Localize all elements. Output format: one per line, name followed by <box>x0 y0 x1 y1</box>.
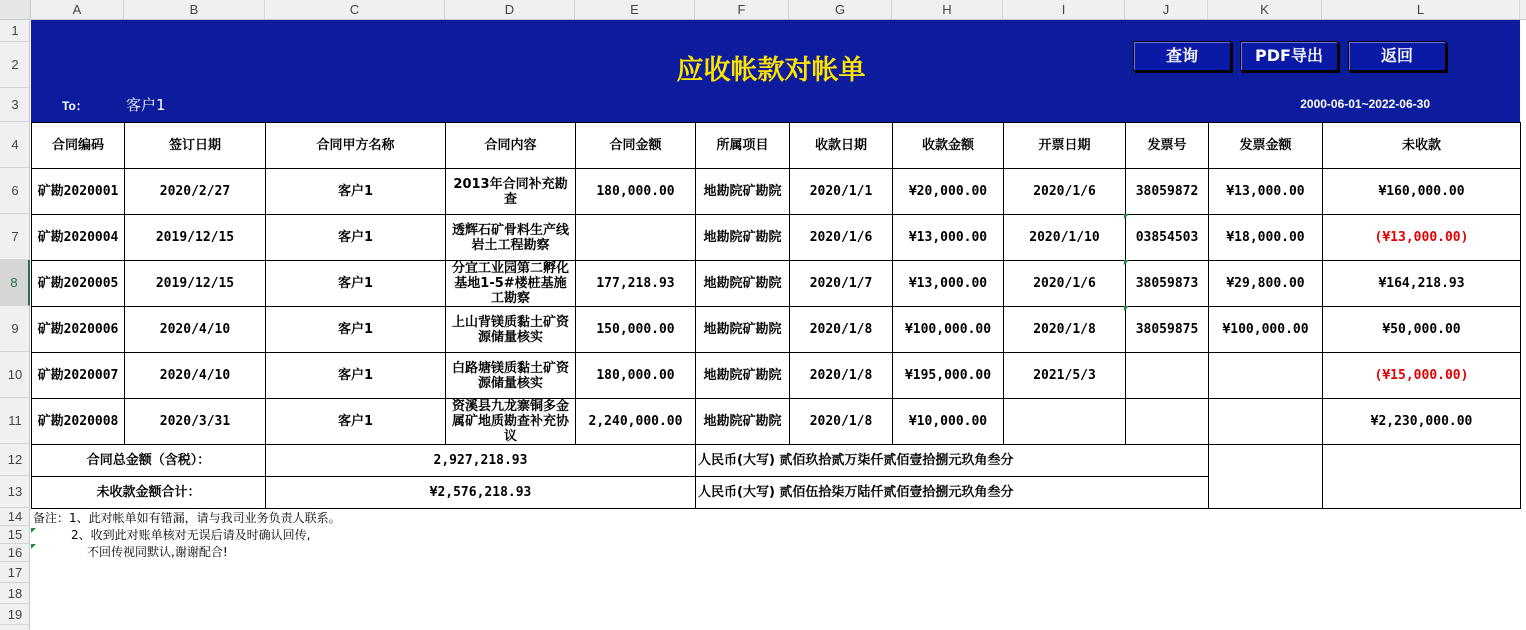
row-header-16[interactable]: 16 <box>0 544 30 562</box>
row-header-13[interactable]: 13 <box>0 476 30 508</box>
table-cell[interactable]: ¥164,218.93 <box>1323 261 1521 307</box>
table-cell[interactable]: 2020/1/6 <box>1004 261 1126 307</box>
table-cell[interactable] <box>1209 399 1323 445</box>
header-cell[interactable]: 收款金额 <box>893 123 1004 169</box>
select-all-corner[interactable] <box>0 0 31 19</box>
to-label: To： <box>62 99 88 113</box>
table-cell[interactable]: 地勘院矿勘院 <box>696 169 790 215</box>
customer-name: 客户1 <box>126 96 166 114</box>
row-header-7[interactable]: 7 <box>0 214 30 260</box>
row-header-19[interactable]: 19 <box>0 604 30 625</box>
table-cell[interactable]: ¥100,000.00 <box>893 307 1004 353</box>
table-cell[interactable] <box>1126 353 1209 399</box>
table-cell[interactable]: 2020/1/6 <box>1004 169 1126 215</box>
column-header-k[interactable]: K <box>1208 0 1322 19</box>
table-cell[interactable]: 白路塘镁质黏土矿资源储量核实 <box>446 353 576 399</box>
table-cell[interactable]: 2019/12/15 <box>125 261 266 307</box>
column-header-d[interactable]: D <box>445 0 575 19</box>
row-header-3[interactable]: 3 <box>0 88 30 122</box>
row-header-4[interactable]: 4 <box>0 122 30 168</box>
table-cell[interactable]: 38059872 <box>1126 169 1209 215</box>
contract-total-row <box>32 445 1521 477</box>
column-header-j[interactable]: J <box>1125 0 1208 19</box>
header-cell[interactable]: 合同内容 <box>446 123 576 169</box>
empty-cell[interactable] <box>1323 445 1521 509</box>
column-header-a[interactable]: A <box>31 0 124 19</box>
row-header-18[interactable]: 18 <box>0 583 30 604</box>
table-cell[interactable]: 2020/1/8 <box>1004 307 1126 353</box>
unpaid-total-value[interactable]: ¥2,576,218.93 <box>266 477 696 509</box>
table-cell[interactable]: 矿勘2020005 <box>32 261 125 307</box>
table-cell[interactable]: 2020/1/8 <box>790 353 893 399</box>
unpaid-total-label[interactable]: 未收款金额合计： <box>32 477 266 509</box>
row-header-17[interactable]: 17 <box>0 562 30 583</box>
column-header-bar <box>0 0 1526 20</box>
table-cell[interactable]: 2020/1/1 <box>790 169 893 215</box>
header-cell[interactable]: 所属项目 <box>696 123 790 169</box>
header-cell[interactable]: 合同金额 <box>576 123 696 169</box>
table-header-row <box>32 123 1521 169</box>
column-header-e[interactable]: E <box>575 0 695 19</box>
table-cell[interactable]: 2020/3/31 <box>125 399 266 445</box>
table-cell[interactable]: 2020/1/8 <box>790 307 893 353</box>
table-cell-negative[interactable]: (¥13,000.00) <box>1323 215 1521 261</box>
table-cell[interactable]: 2020/1/8 <box>790 399 893 445</box>
table-cell[interactable]: ¥195,000.00 <box>893 353 1004 399</box>
table-row <box>32 215 1521 261</box>
table-cell[interactable]: 03854503 <box>1126 215 1209 261</box>
table-cell[interactable]: 矿勘2020006 <box>32 307 125 353</box>
table-cell[interactable] <box>1209 353 1323 399</box>
table-cell[interactable]: ¥13,000.00 <box>893 261 1004 307</box>
table-cell[interactable]: ¥160,000.00 <box>1323 169 1521 215</box>
table-row <box>32 169 1521 215</box>
row-header-10[interactable]: 10 <box>0 352 30 398</box>
table-cell[interactable]: 2013年合同补充勘查 <box>446 169 576 215</box>
table-cell[interactable]: 38059875 <box>1126 307 1209 353</box>
row-header-11[interactable]: 11 <box>0 398 30 444</box>
header-cell[interactable]: 开票日期 <box>1004 123 1126 169</box>
table-cell[interactable]: 2020/1/7 <box>790 261 893 307</box>
column-header-b[interactable]: B <box>124 0 265 19</box>
table-cell[interactable]: ¥13,000.00 <box>1209 169 1323 215</box>
table-cell[interactable]: 2020/2/27 <box>125 169 266 215</box>
column-header-i[interactable]: I <box>1003 0 1125 19</box>
row-header-14[interactable]: 14 <box>0 508 30 526</box>
table-cell[interactable]: 2020/1/6 <box>790 215 893 261</box>
table-cell[interactable]: 2,240,000.00 <box>576 399 696 445</box>
table-cell[interactable]: 矿勘2020004 <box>32 215 125 261</box>
table-cell[interactable]: 150,000.00 <box>576 307 696 353</box>
table-cell[interactable]: 2020/4/10 <box>125 307 266 353</box>
column-header-l[interactable]: L <box>1322 0 1520 19</box>
column-header-c[interactable]: C <box>265 0 445 19</box>
unpaid-total-words[interactable]: 人民币(大写) 贰佰伍拾柒万陆仟贰佰壹拾捌元玖角叁分 <box>696 477 1209 509</box>
row-header-6[interactable]: 6 <box>0 168 30 214</box>
table-cell[interactable]: 2020/4/10 <box>125 353 266 399</box>
table-cell[interactable]: 客户1 <box>266 215 446 261</box>
statement-table <box>31 122 1521 509</box>
row-header-9[interactable]: 9 <box>0 306 30 352</box>
table-cell[interactable] <box>576 215 696 261</box>
pdf-export-button[interactable]: PDF导出 <box>1240 41 1338 71</box>
row-header-1[interactable]: 1 <box>0 20 30 42</box>
contract-total-words[interactable]: 人民币(大写) 贰佰玖拾贰万柒仟贰佰壹拾捌元玖角叁分 <box>696 445 1209 477</box>
back-button[interactable]: 返回 <box>1348 41 1446 71</box>
row-header-2[interactable]: 2 <box>0 42 30 88</box>
page-title: 应收帐款对帐单 <box>676 55 866 86</box>
table-cell[interactable]: 客户1 <box>266 307 446 353</box>
row-header-12[interactable]: 12 <box>0 444 30 476</box>
table-row <box>32 261 1521 307</box>
table-cell[interactable]: 180,000.00 <box>576 353 696 399</box>
header-cell[interactable]: 签订日期 <box>125 123 266 169</box>
table-cell-negative[interactable]: (¥15,000.00) <box>1323 353 1521 399</box>
table-cell[interactable]: ¥20,000.00 <box>893 169 1004 215</box>
table-cell[interactable]: 上山背镁质黏土矿资源储量核实 <box>446 307 576 353</box>
table-cell[interactable]: 客户1 <box>266 399 446 445</box>
table-cell[interactable]: 2019/12/15 <box>125 215 266 261</box>
table-cell[interactable]: 地勘院矿勘院 <box>696 399 790 445</box>
table-cell[interactable]: ¥10,000.00 <box>893 399 1004 445</box>
header-cell[interactable]: 合同编码 <box>32 123 125 169</box>
date-range: 2000-06-01~2022-06-30 <box>1300 97 1430 111</box>
table-cell[interactable] <box>1126 399 1209 445</box>
row-header-15[interactable]: 15 <box>0 526 30 544</box>
table-cell[interactable]: 客户1 <box>266 353 446 399</box>
table-cell[interactable]: ¥100,000.00 <box>1209 307 1323 353</box>
header-cell[interactable]: 合同甲方名称 <box>266 123 446 169</box>
table-row <box>32 399 1521 445</box>
table-cell[interactable]: 180,000.00 <box>576 169 696 215</box>
table-cell[interactable]: 177,218.93 <box>576 261 696 307</box>
query-button[interactable]: 查询 <box>1133 41 1231 71</box>
remark-line-1: 备注：1、此对帐单如有错漏，请与我司业务负责人联系。 <box>33 511 341 525</box>
table-cell[interactable]: 38059873 <box>1126 261 1209 307</box>
table-cell[interactable] <box>1004 399 1126 445</box>
table-cell[interactable]: 分宜工业园第二孵化基地1-5#楼桩基施工勘察 <box>446 261 576 307</box>
table-cell[interactable]: ¥13,000.00 <box>893 215 1004 261</box>
table-cell[interactable]: 透辉石矿骨料生产线岩土工程勘察 <box>446 215 576 261</box>
column-header-f[interactable]: F <box>695 0 789 19</box>
table-cell[interactable]: 客户1 <box>266 261 446 307</box>
column-header-g[interactable]: G <box>789 0 892 19</box>
table-cell[interactable]: 2021/5/3 <box>1004 353 1126 399</box>
contract-total-value[interactable]: 2,927,218.93 <box>266 445 696 477</box>
table-cell[interactable]: 地勘院矿勘院 <box>696 353 790 399</box>
header-cell[interactable]: 未收款 <box>1323 123 1521 169</box>
empty-cell[interactable] <box>1209 445 1323 509</box>
table-cell[interactable]: ¥18,000.00 <box>1209 215 1323 261</box>
remark-line-3: 不回传视同默认,谢谢配合! <box>87 545 228 559</box>
cell-indicator-icon <box>1124 214 1129 219</box>
statement-banner <box>31 20 1520 122</box>
remark-line-2: 2、收到此对账单核对无误后请及时确认回传, <box>71 528 311 542</box>
header-cell[interactable]: 发票号 <box>1126 123 1209 169</box>
table-cell[interactable]: 矿勘2020007 <box>32 353 125 399</box>
header-cell[interactable]: 发票金额 <box>1209 123 1323 169</box>
table-cell[interactable]: 地勘院矿勘院 <box>696 261 790 307</box>
table-cell[interactable]: ¥29,800.00 <box>1209 261 1323 307</box>
header-cell[interactable]: 收款日期 <box>790 123 893 169</box>
table-cell[interactable]: 矿勘2020008 <box>32 399 125 445</box>
table-cell[interactable]: 2020/1/10 <box>1004 215 1126 261</box>
table-cell[interactable]: 矿勘2020001 <box>32 169 125 215</box>
table-cell[interactable]: 客户1 <box>266 169 446 215</box>
table-row <box>32 307 1521 353</box>
column-header-h[interactable]: H <box>892 0 1003 19</box>
table-cell[interactable]: 资溪县九龙寨铜多金属矿地质勘查补充协议 <box>446 399 576 445</box>
table-cell[interactable]: 地勘院矿勘院 <box>696 307 790 353</box>
row-header-bar <box>0 20 30 630</box>
contract-total-label[interactable]: 合同总金额（含税）： <box>32 445 266 477</box>
cell-indicator-icon <box>1124 260 1129 265</box>
cell-indicator-icon <box>1124 306 1129 311</box>
remarks <box>33 510 341 561</box>
table-cell[interactable]: ¥50,000.00 <box>1323 307 1521 353</box>
table-cell[interactable]: 地勘院矿勘院 <box>696 215 790 261</box>
table-row <box>32 353 1521 399</box>
row-header-8[interactable]: 8 <box>0 260 30 306</box>
table-cell[interactable]: ¥2,230,000.00 <box>1323 399 1521 445</box>
